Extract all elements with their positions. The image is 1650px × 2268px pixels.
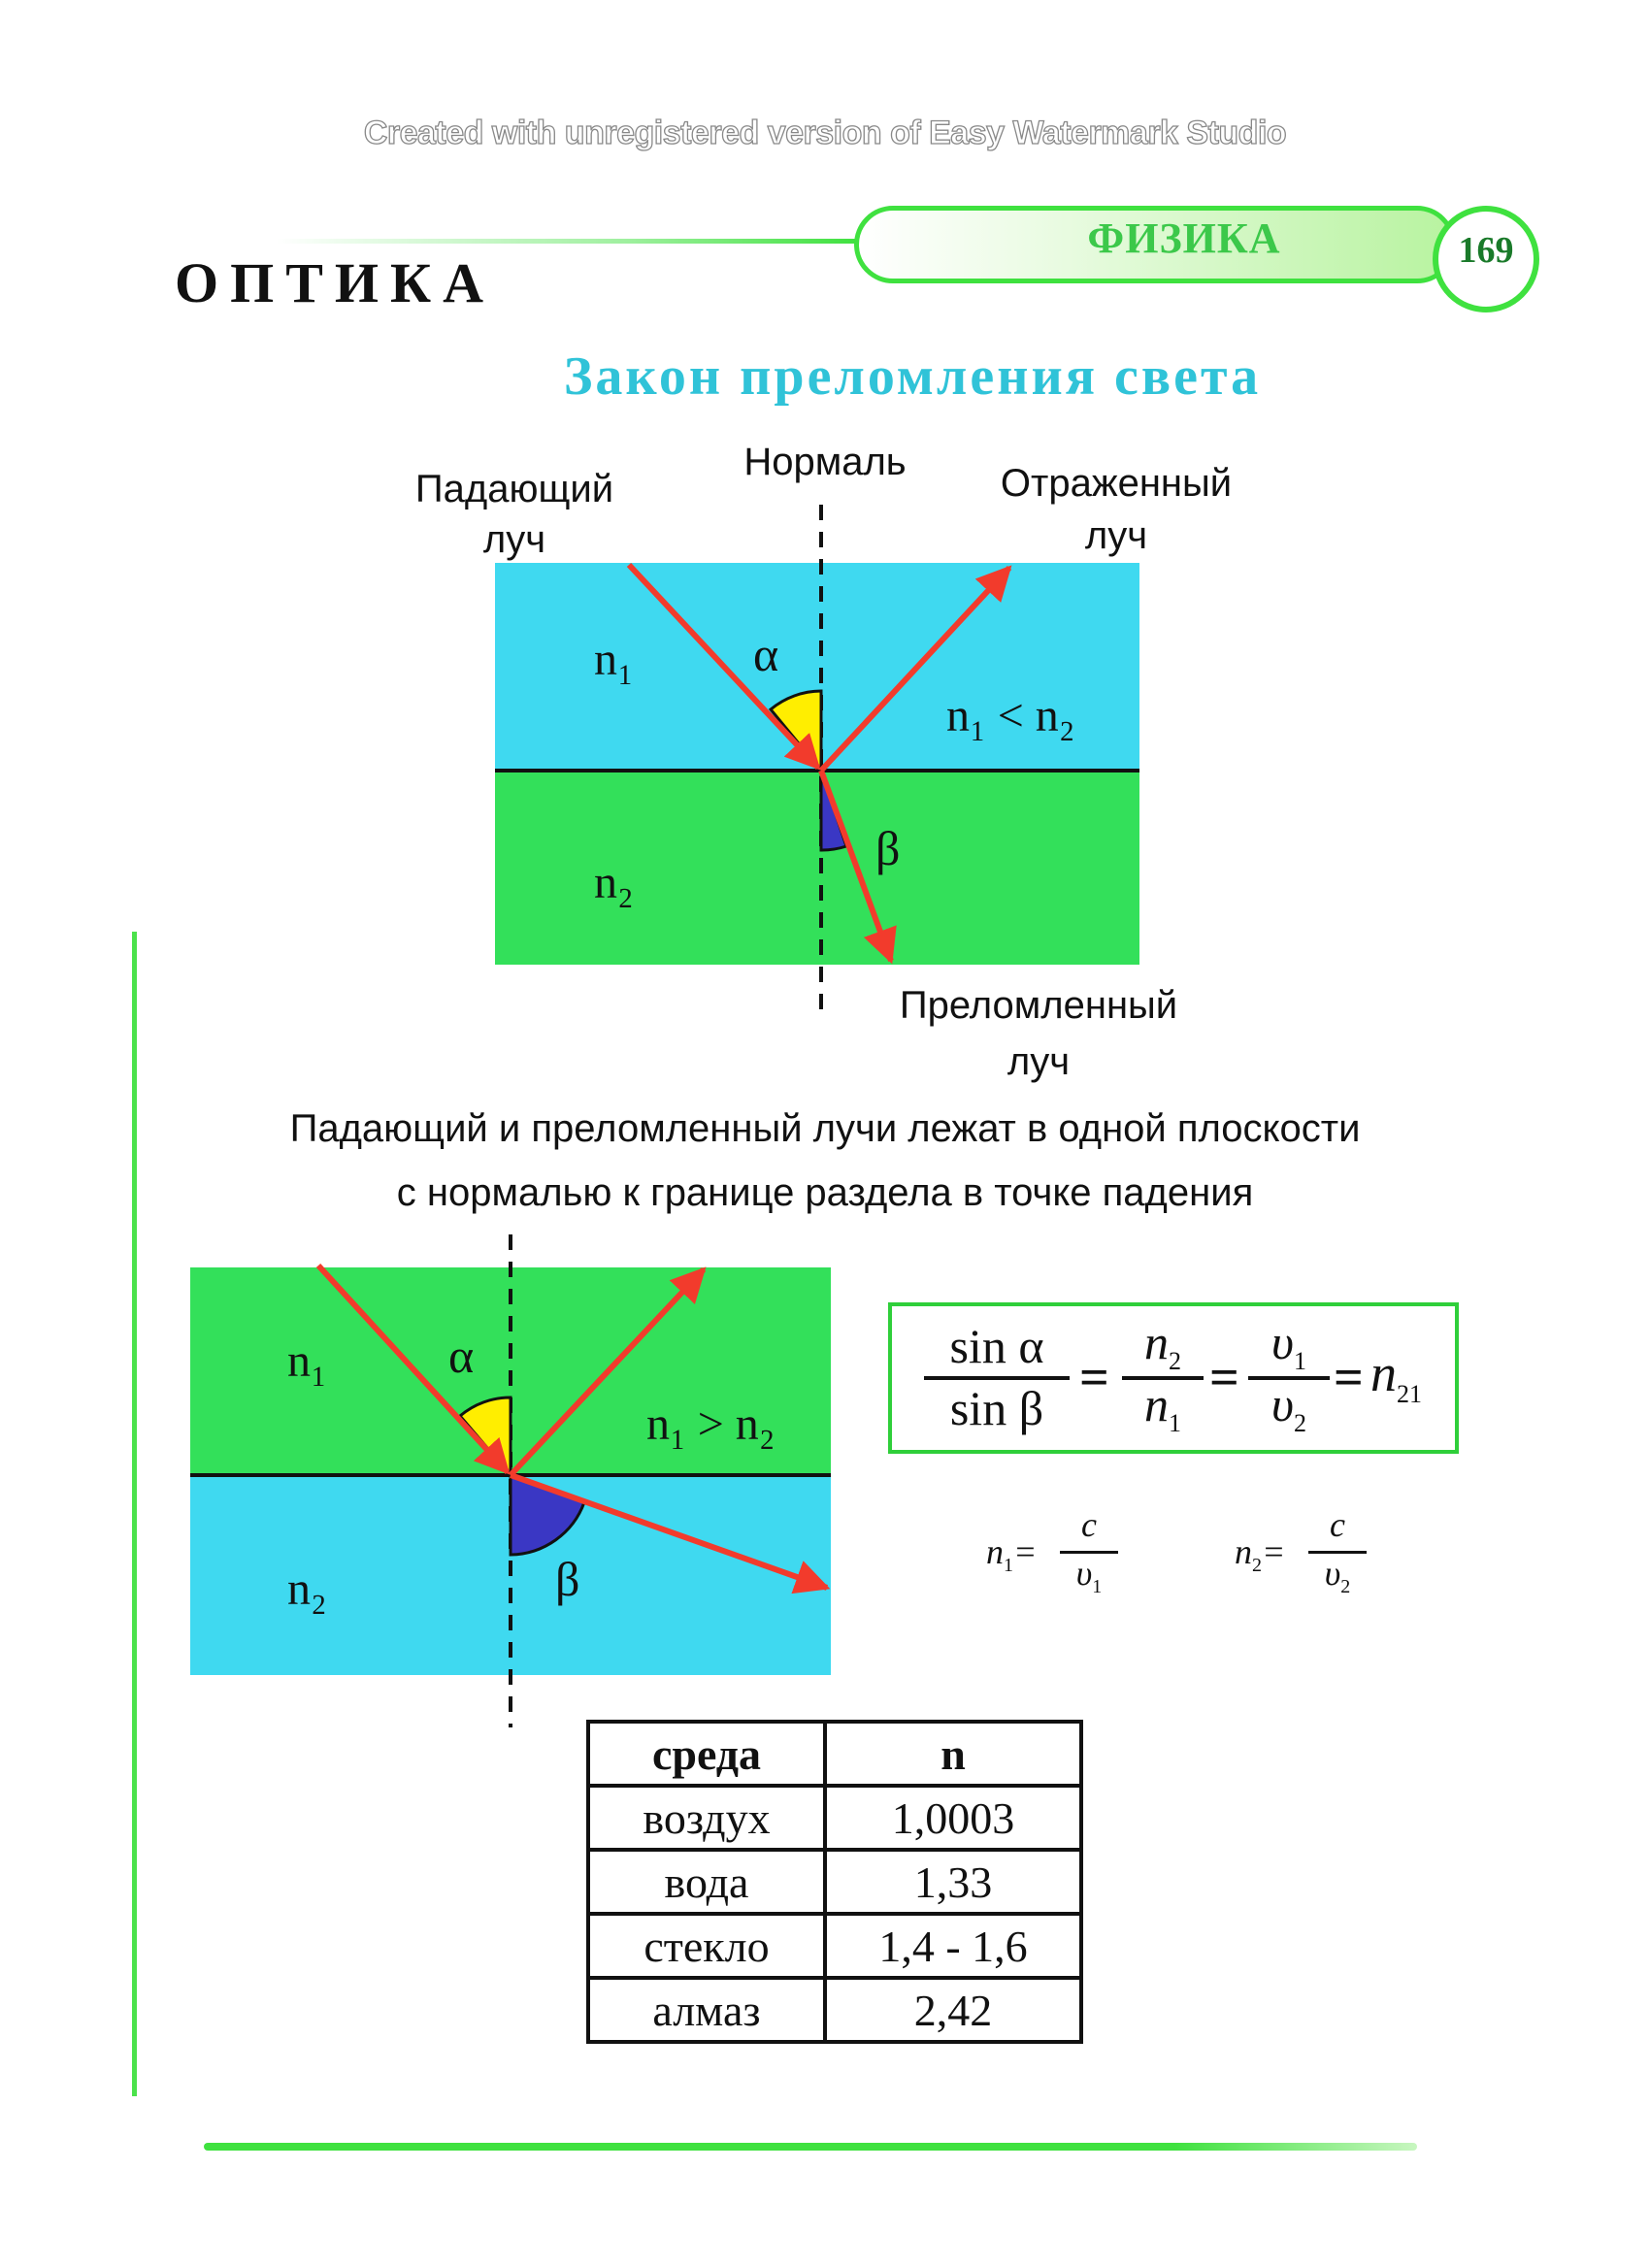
v2-denominator: $\upsilon_2$ xyxy=(1271,1377,1306,1437)
refracted-ray-label-line1: Преломленный xyxy=(899,984,1178,1027)
refracted-ray-label-line2: луч xyxy=(1006,1040,1071,1083)
section-title: ОПТИКА xyxy=(175,251,495,314)
medium-cell: вода xyxy=(588,1850,825,1914)
reflected-ray-label-line2: луч xyxy=(1084,514,1148,557)
alpha-angle-label-2: α xyxy=(448,1329,475,1383)
medium2-region xyxy=(495,771,1139,965)
header-n: n xyxy=(825,1722,1081,1786)
n2-definition-formula: $n_2=$ c $\upsilon_2$ xyxy=(1235,1510,1390,1607)
medium1-index-label-2: n₁ xyxy=(287,1335,327,1387)
refraction-diagram-1 xyxy=(0,0,1650,1126)
equals-sign: = xyxy=(1209,1348,1239,1406)
index-cell: 1,0003 xyxy=(825,1786,1081,1850)
n1-denominator: $n_1$ xyxy=(1144,1377,1181,1437)
snell-law-formula xyxy=(903,1312,1446,1438)
index-cell: 1,4 - 1,6 xyxy=(825,1914,1081,1978)
equals-sign: = xyxy=(1334,1348,1364,1406)
sin-beta-denominator: sin β xyxy=(949,1381,1044,1435)
medium2-index-label-2: n₂ xyxy=(287,1563,327,1615)
refractive-index-table xyxy=(586,1720,1083,2044)
normal-label: Нормаль xyxy=(743,441,907,483)
table-row xyxy=(588,1914,1081,1978)
medium-cell: стекло xyxy=(588,1914,825,1978)
reflected-ray-label-line1: Отраженный xyxy=(1000,462,1233,505)
v1-numerator: $\upsilon_1$ xyxy=(1271,1315,1306,1375)
sin-alpha-numerator: sin α xyxy=(949,1319,1044,1373)
c-numerator: c xyxy=(1330,1505,1345,1544)
c-numerator: c xyxy=(1081,1505,1097,1544)
index-relation-label: n₁ < n₂ xyxy=(946,690,1075,741)
table-row xyxy=(588,1978,1081,2042)
subject-label: ФИЗИКА xyxy=(1087,214,1281,262)
equals-sign: = xyxy=(1079,1348,1109,1406)
medium2-index-label: n₂ xyxy=(594,857,634,908)
index-relation-label-2: n₁ > n₂ xyxy=(646,1398,776,1450)
page-number: 169 xyxy=(1458,230,1514,271)
beta-angle-label-2: β xyxy=(555,1552,580,1606)
table-row xyxy=(588,1850,1081,1914)
alpha-angle-label: α xyxy=(753,627,779,681)
watermark-text: Created with unregistered version of Easy Watermark Studio xyxy=(363,115,1287,151)
topic-title: Закон преломления света xyxy=(563,346,1262,407)
n1-definition-formula: $n_1=$ c $\upsilon_1$ xyxy=(986,1510,1141,1607)
beta-angle-label: β xyxy=(875,821,901,875)
medium-cell: алмаз xyxy=(588,1978,825,2042)
medium-cell: воздух xyxy=(588,1786,825,1850)
incident-ray-label-line1: Падающий xyxy=(414,468,614,510)
law-statement-line1: Падающий и преломленный лучи лежат в одной плоскости xyxy=(289,1107,1361,1150)
header-medium: среда xyxy=(588,1722,825,1786)
bottom-border-line xyxy=(204,2143,1417,2151)
n21-result: $n_{21}$ xyxy=(1370,1344,1422,1408)
table-header-row xyxy=(588,1722,1081,1786)
incident-ray-label-line2: луч xyxy=(482,518,546,561)
index-cell: 2,42 xyxy=(825,1978,1081,2042)
law-statement-line2: с нормалью к границе раздела в точке падения xyxy=(396,1171,1254,1214)
index-cell: 1,33 xyxy=(825,1850,1081,1914)
n2-numerator: $n_2$ xyxy=(1144,1315,1181,1375)
table-row xyxy=(588,1786,1081,1850)
medium1-index-label: n₁ xyxy=(594,634,634,685)
